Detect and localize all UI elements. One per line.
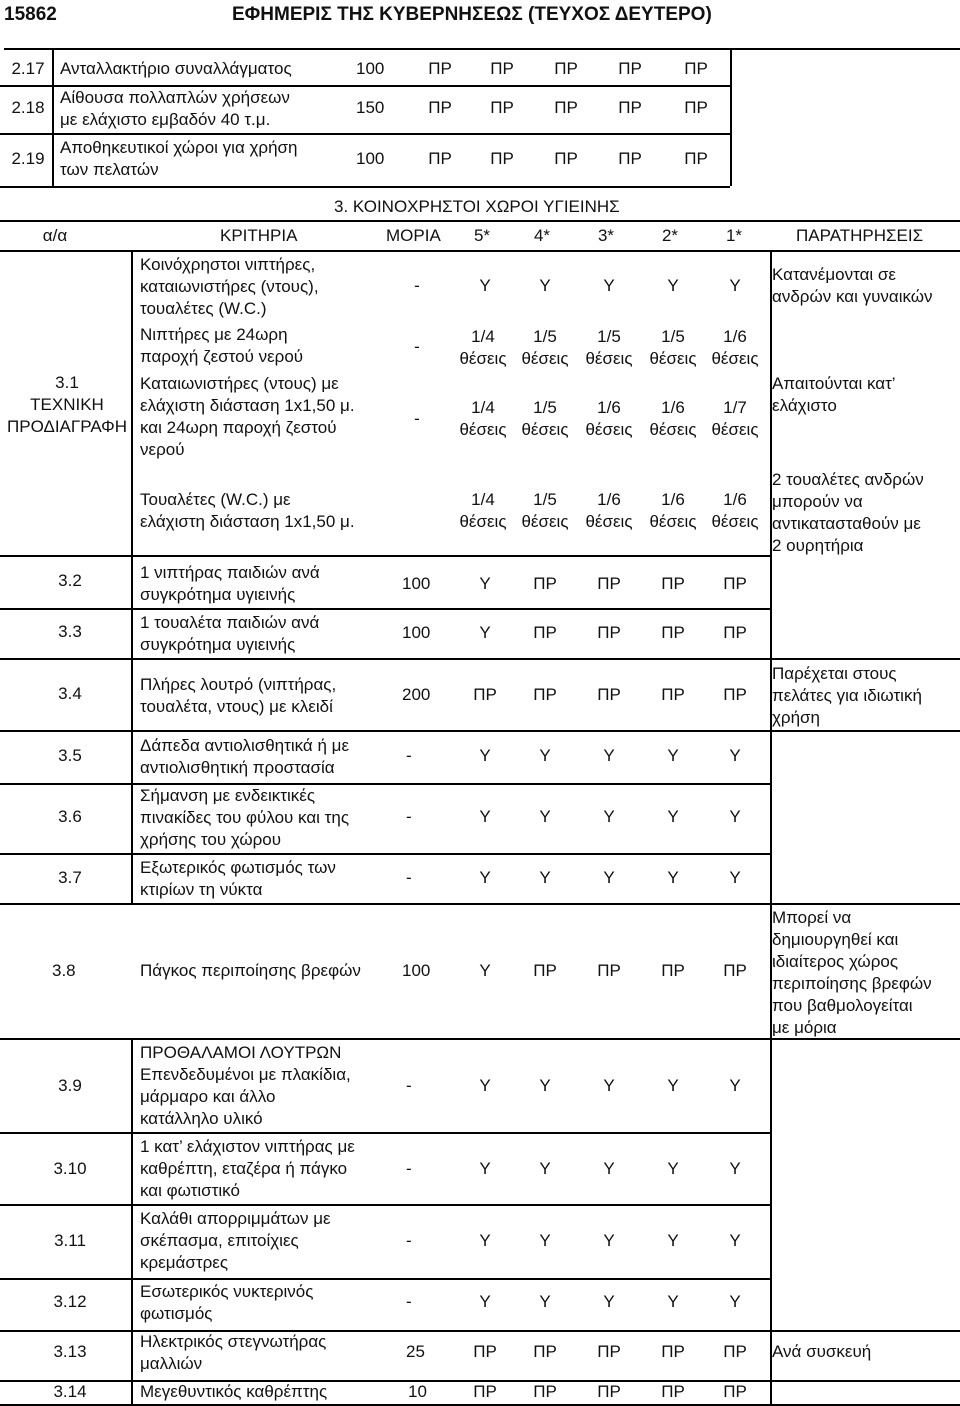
column-header-2star: 2* bbox=[661, 226, 679, 245]
row-value: ΠΡ bbox=[684, 149, 708, 168]
row-value: ΠΡ bbox=[490, 98, 514, 117]
row-value: ΠΡ bbox=[428, 59, 452, 78]
row-moria: - bbox=[406, 1076, 412, 1095]
row-value: Υ bbox=[603, 1159, 615, 1178]
row-value: ΠΡ bbox=[490, 149, 514, 168]
row-value: ΠΡ bbox=[597, 685, 621, 704]
row-value: Υ bbox=[479, 1159, 491, 1178]
column-header-5star: 5* bbox=[473, 226, 491, 245]
row-moria: 10 bbox=[408, 1382, 427, 1401]
row-value: Υ bbox=[479, 276, 491, 295]
row-value: 1/6 θέσεις bbox=[711, 490, 759, 531]
table-top-rule bbox=[4, 48, 960, 50]
row-value: ΠΡ bbox=[723, 574, 747, 593]
column-header-criteria: ΚΡΙΤΗΡΙΑ bbox=[220, 226, 298, 245]
row-moria: - bbox=[406, 1231, 412, 1250]
row-value: ΠΡ bbox=[533, 1342, 557, 1361]
row-value: 1/6 θέσεις bbox=[585, 398, 633, 439]
row-moria: 150 bbox=[356, 98, 385, 117]
row-value: ΠΡ bbox=[723, 961, 747, 980]
row-value: Υ bbox=[729, 807, 741, 826]
row-criterion: Κοινόχρηστοι νιπτήρες, καταιωνιστήρες (ντους), τουαλέτες (W.C.) bbox=[140, 255, 319, 318]
row-value: ΠΡ bbox=[684, 59, 708, 78]
row-value: Υ bbox=[603, 807, 615, 826]
row-value: Υ bbox=[667, 746, 679, 765]
row-moria: - bbox=[414, 337, 420, 356]
row-value: 1/4 θέσεις bbox=[459, 327, 507, 368]
row-number: 2.19 bbox=[11, 149, 45, 168]
row-criterion: Πλήρες λουτρό (νιπτήρας, τουαλέτα, ντους) με κλειδί bbox=[140, 675, 337, 716]
row-value: 1/5 θέσεις bbox=[521, 327, 569, 368]
row-number: 3.5 bbox=[58, 746, 82, 765]
row-number: 3.4 bbox=[58, 684, 82, 703]
column-rule bbox=[52, 48, 54, 186]
row-value: Υ bbox=[603, 746, 615, 765]
row-value: ΠΡ bbox=[661, 1342, 685, 1361]
row-number: 3.11 bbox=[54, 1231, 86, 1250]
row-note: Ανά συσκευή bbox=[772, 1342, 872, 1361]
row-value: 1/5 θέσεις bbox=[521, 398, 569, 439]
row-value: Υ bbox=[603, 1231, 615, 1250]
column-header-aa: α/α bbox=[42, 226, 68, 245]
row-value: ΠΡ bbox=[618, 149, 642, 168]
row-value: Υ bbox=[539, 1231, 551, 1250]
column-rule bbox=[770, 250, 772, 1404]
row-criterion: Καταιωνιστήρες (ντους) με ελάχιστη διάσταση 1x1,50 μ. και 24ωρη παροχή ζεστού νερού bbox=[140, 374, 355, 459]
row-rule bbox=[0, 555, 770, 557]
row-criterion: Καλάθι απορριμμάτων με σκέπασμα, επιτοίχιες κρεμάστρες bbox=[140, 1209, 331, 1272]
row-number: 3.1 ΤΕΧΝΙΚΗ ΠΡΟΔΙΑΓΡΑΦΗ bbox=[6, 373, 128, 436]
row-value: ΠΡ bbox=[723, 685, 747, 704]
row-criterion: 1 κατ’ ελάχιστον νιπτήρας με καθρέπτη, εταζέρα ή πάγκο και φωτιστικό bbox=[140, 1137, 355, 1200]
row-value: ΠΡ bbox=[661, 961, 685, 980]
row-value: Υ bbox=[479, 623, 491, 642]
row-note: Κατανέμονται σε ανδρών και γυναικών bbox=[772, 265, 933, 306]
row-rule bbox=[0, 658, 960, 660]
row-value: 1/6 θέσεις bbox=[649, 398, 697, 439]
row-criterion: Αποθηκευτικοί χώροι για χρήση των πελατών bbox=[60, 138, 298, 179]
row-value: Υ bbox=[479, 746, 491, 765]
row-value: Υ bbox=[539, 1292, 551, 1311]
row-moria: 100 bbox=[402, 574, 431, 593]
row-value: ΠΡ bbox=[473, 1382, 497, 1401]
row-value: Υ bbox=[667, 276, 679, 295]
row-value: ΠΡ bbox=[554, 98, 578, 117]
row-value: ΠΡ bbox=[661, 1382, 685, 1401]
row-moria: - bbox=[406, 1159, 412, 1178]
row-number: 2.17 bbox=[11, 59, 45, 78]
row-value: Υ bbox=[539, 807, 551, 826]
column-header-notes: ΠΑΡΑΤΗΡΗΣΕΙΣ bbox=[796, 226, 924, 245]
row-moria: - bbox=[414, 276, 420, 295]
row-criterion: Πάγκος περιποίησης βρεφών bbox=[140, 961, 361, 980]
row-value: Υ bbox=[479, 807, 491, 826]
row-criterion: Εσωτερικός νυκτερινός φωτισμός bbox=[140, 1282, 314, 1323]
row-value: 1/6 θέσεις bbox=[649, 490, 697, 531]
row-value: ΠΡ bbox=[723, 1342, 747, 1361]
row-value: Υ bbox=[539, 868, 551, 887]
row-rule bbox=[0, 1204, 770, 1206]
row-value: ΠΡ bbox=[533, 574, 557, 593]
row-value: Υ bbox=[603, 1076, 615, 1095]
row-value: 1/6 θέσεις bbox=[585, 490, 633, 531]
row-value: Υ bbox=[729, 1231, 741, 1250]
row-number: 3.9 bbox=[58, 1076, 82, 1095]
row-value: 1/5 θέσεις bbox=[649, 327, 697, 368]
row-value: ΠΡ bbox=[597, 623, 621, 642]
row-value: 1/4 θέσεις bbox=[459, 490, 507, 531]
row-criterion: Αίθουσα πολλαπλών χρήσεων με ελάχιστο εμβαδόν 40 τ.μ. bbox=[60, 88, 290, 129]
row-note: Μπορεί να δημιουργηθεί και ιδιαίτερος χώρος περιποίησης βρεφών που βαθμολογείται με μόρια bbox=[772, 908, 932, 1037]
row-value: ΠΡ bbox=[723, 1382, 747, 1401]
row-value: ΠΡ bbox=[597, 1342, 621, 1361]
row-rule bbox=[0, 1132, 770, 1134]
row-value: 1/4 θέσεις bbox=[459, 398, 507, 439]
row-moria: 25 bbox=[406, 1342, 425, 1361]
row-value: Υ bbox=[479, 574, 491, 593]
row-value: Υ bbox=[479, 1076, 491, 1095]
row-value: ΠΡ bbox=[554, 59, 578, 78]
row-value: ΠΡ bbox=[684, 98, 708, 117]
row-value: ΠΡ bbox=[428, 149, 452, 168]
table-bottom-rule bbox=[0, 1404, 960, 1406]
row-criterion: Τουαλέτες (W.C.) με ελάχιστη διάσταση 1x1,50 μ. bbox=[140, 490, 355, 531]
row-value: 1/7 θέσεις bbox=[711, 398, 759, 439]
row-value: Υ bbox=[539, 1076, 551, 1095]
row-number: 3.10 bbox=[53, 1159, 87, 1178]
row-number: 3.7 bbox=[58, 868, 82, 887]
row-criterion: Σήμανση με ενδεικτικές πινακίδες του φύλου και της χρήσης του χώρου bbox=[140, 786, 350, 849]
row-rule bbox=[0, 730, 960, 732]
row-criterion: ΠΡΟΘΑΛΑΜΟΙ ΛΟΥΤΡΩΝ Επενδεδυμένοι με πλακίδια, μάρμαρο και άλλο κατάλληλο υλικό bbox=[140, 1043, 351, 1128]
page-number: 15862 bbox=[4, 4, 57, 25]
row-moria: 200 bbox=[402, 685, 431, 704]
row-number: 3.12 bbox=[53, 1292, 87, 1311]
row-value: Υ bbox=[729, 276, 741, 295]
row-value: Υ bbox=[667, 1076, 679, 1095]
row-criterion: Εξωτερικός φωτισμός των κτιρίων τη νύκτα bbox=[140, 858, 336, 899]
row-criterion: 1 νιπτήρας παιδιών ανά συγκρότημα υγιεινής bbox=[140, 563, 320, 604]
page-header bbox=[0, 0, 960, 30]
row-rule bbox=[0, 903, 960, 905]
row-value: ΠΡ bbox=[554, 149, 578, 168]
row-moria: 100 bbox=[356, 149, 385, 168]
row-value: 1/5 θέσεις bbox=[521, 490, 569, 531]
row-value: Υ bbox=[667, 1159, 679, 1178]
header-rule bbox=[0, 250, 960, 252]
row-number: 3.8 bbox=[52, 961, 76, 980]
row-moria: - bbox=[406, 1292, 412, 1311]
section-rule bbox=[0, 220, 960, 222]
row-number: 3.3 bbox=[58, 622, 82, 641]
row-value: Υ bbox=[539, 746, 551, 765]
row-value: ΠΡ bbox=[533, 961, 557, 980]
row-rule bbox=[0, 133, 730, 135]
row-value: Υ bbox=[603, 276, 615, 295]
row-value: ΠΡ bbox=[597, 574, 621, 593]
row-value: ΠΡ bbox=[618, 98, 642, 117]
row-value: ΠΡ bbox=[723, 623, 747, 642]
column-rule bbox=[131, 250, 133, 905]
row-rule bbox=[0, 783, 770, 785]
row-note: Παρέχεται στους πελάτες για ιδιωτική χρήση bbox=[772, 664, 922, 727]
row-value: 1/5 θέσεις bbox=[585, 327, 633, 368]
column-header-4star: 4* bbox=[533, 226, 551, 245]
row-value: Υ bbox=[667, 868, 679, 887]
row-value: Υ bbox=[729, 868, 741, 887]
row-rule bbox=[0, 1278, 770, 1280]
row-value: ΠΡ bbox=[533, 685, 557, 704]
row-value: Υ bbox=[729, 1159, 741, 1178]
row-value: ΠΡ bbox=[490, 59, 514, 78]
row-value: Υ bbox=[667, 807, 679, 826]
row-value: Υ bbox=[603, 868, 615, 887]
row-value: Υ bbox=[479, 961, 491, 980]
row-value: ΠΡ bbox=[428, 98, 452, 117]
row-criterion: Δάπεδα αντιολισθητικά ή με αντιολισθητική προστασία bbox=[140, 736, 350, 777]
row-value: Υ bbox=[729, 1292, 741, 1311]
row-moria: 100 bbox=[402, 961, 431, 980]
row-value: ΠΡ bbox=[661, 574, 685, 593]
row-value: ΠΡ bbox=[661, 623, 685, 642]
row-number: 3.6 bbox=[58, 807, 82, 826]
row-moria: - bbox=[406, 807, 412, 826]
row-value: 1/6 θέσεις bbox=[711, 327, 759, 368]
row-criterion: 1 τουαλέτα παιδιών ανά συγκρότημα υγιεινής bbox=[140, 613, 320, 654]
column-rule bbox=[730, 48, 732, 186]
row-criterion: Ανταλλακτήριο συναλλάγματος bbox=[60, 59, 292, 78]
row-moria: - bbox=[406, 746, 412, 765]
row-criterion: Ηλεκτρικός στεγνωτήρας μαλλιών bbox=[140, 1332, 327, 1373]
row-value: Υ bbox=[667, 1292, 679, 1311]
row-moria: - bbox=[414, 409, 420, 428]
row-number: 3.2 bbox=[58, 571, 82, 590]
row-value: ΠΡ bbox=[597, 961, 621, 980]
column-header-moria: ΜΟΡΙΑ bbox=[386, 226, 441, 245]
section-title: 3. ΚΟΙΝΟΧΡΗΣΤΟΙ ΧΩΡΟΙ ΥΓΙΕΙΝΗΣ bbox=[334, 197, 620, 216]
row-value: Υ bbox=[479, 1231, 491, 1250]
row-value: Υ bbox=[539, 276, 551, 295]
row-value: Υ bbox=[729, 746, 741, 765]
row-moria: 100 bbox=[402, 623, 431, 642]
row-value: Υ bbox=[479, 868, 491, 887]
column-rule bbox=[131, 1038, 133, 1404]
row-rule bbox=[0, 853, 770, 855]
row-value: ΠΡ bbox=[597, 1382, 621, 1401]
row-rule bbox=[0, 608, 770, 610]
row-criterion: Μεγεθυντικός καθρέπτης bbox=[140, 1382, 328, 1401]
row-value: ΠΡ bbox=[533, 623, 557, 642]
row-moria: 100 bbox=[356, 59, 385, 78]
row-value: ΠΡ bbox=[473, 685, 497, 704]
row-value: ΠΡ bbox=[618, 59, 642, 78]
row-value: Υ bbox=[729, 1076, 741, 1095]
column-header-3star: 3* bbox=[597, 226, 615, 245]
row-value: Υ bbox=[539, 1159, 551, 1178]
row-value: Υ bbox=[667, 1231, 679, 1250]
row-value: ΠΡ bbox=[533, 1382, 557, 1401]
row-value: ΠΡ bbox=[661, 685, 685, 704]
row-number: 3.14 bbox=[53, 1382, 87, 1401]
row-number: 3.13 bbox=[53, 1342, 87, 1361]
row-rule bbox=[0, 186, 730, 188]
row-note: Απαιτούνται κατ’ ελάχιστο bbox=[772, 374, 896, 415]
row-criterion: Νιπτήρες με 24ωρη παροχή ζεστού νερού bbox=[140, 325, 304, 366]
row-value: Υ bbox=[479, 1292, 491, 1311]
row-value: Υ bbox=[603, 1292, 615, 1311]
row-moria: - bbox=[406, 868, 412, 887]
row-value: ΠΡ bbox=[473, 1342, 497, 1361]
gazette-title: ΕΦΗΜΕΡΙΣ ΤΗΣ ΚΥΒΕΡΝΗΣΕΩΣ (ΤΕΥΧΟΣ ΔΕΥΤΕΡΟ) bbox=[232, 4, 712, 25]
row-number: 2.18 bbox=[11, 98, 45, 117]
column-header-1star: 1* bbox=[725, 226, 743, 245]
row-note: 2 τουαλέτες ανδρών μπορούν να αντικατασταθούν με 2 ουρητήρια bbox=[772, 470, 924, 555]
